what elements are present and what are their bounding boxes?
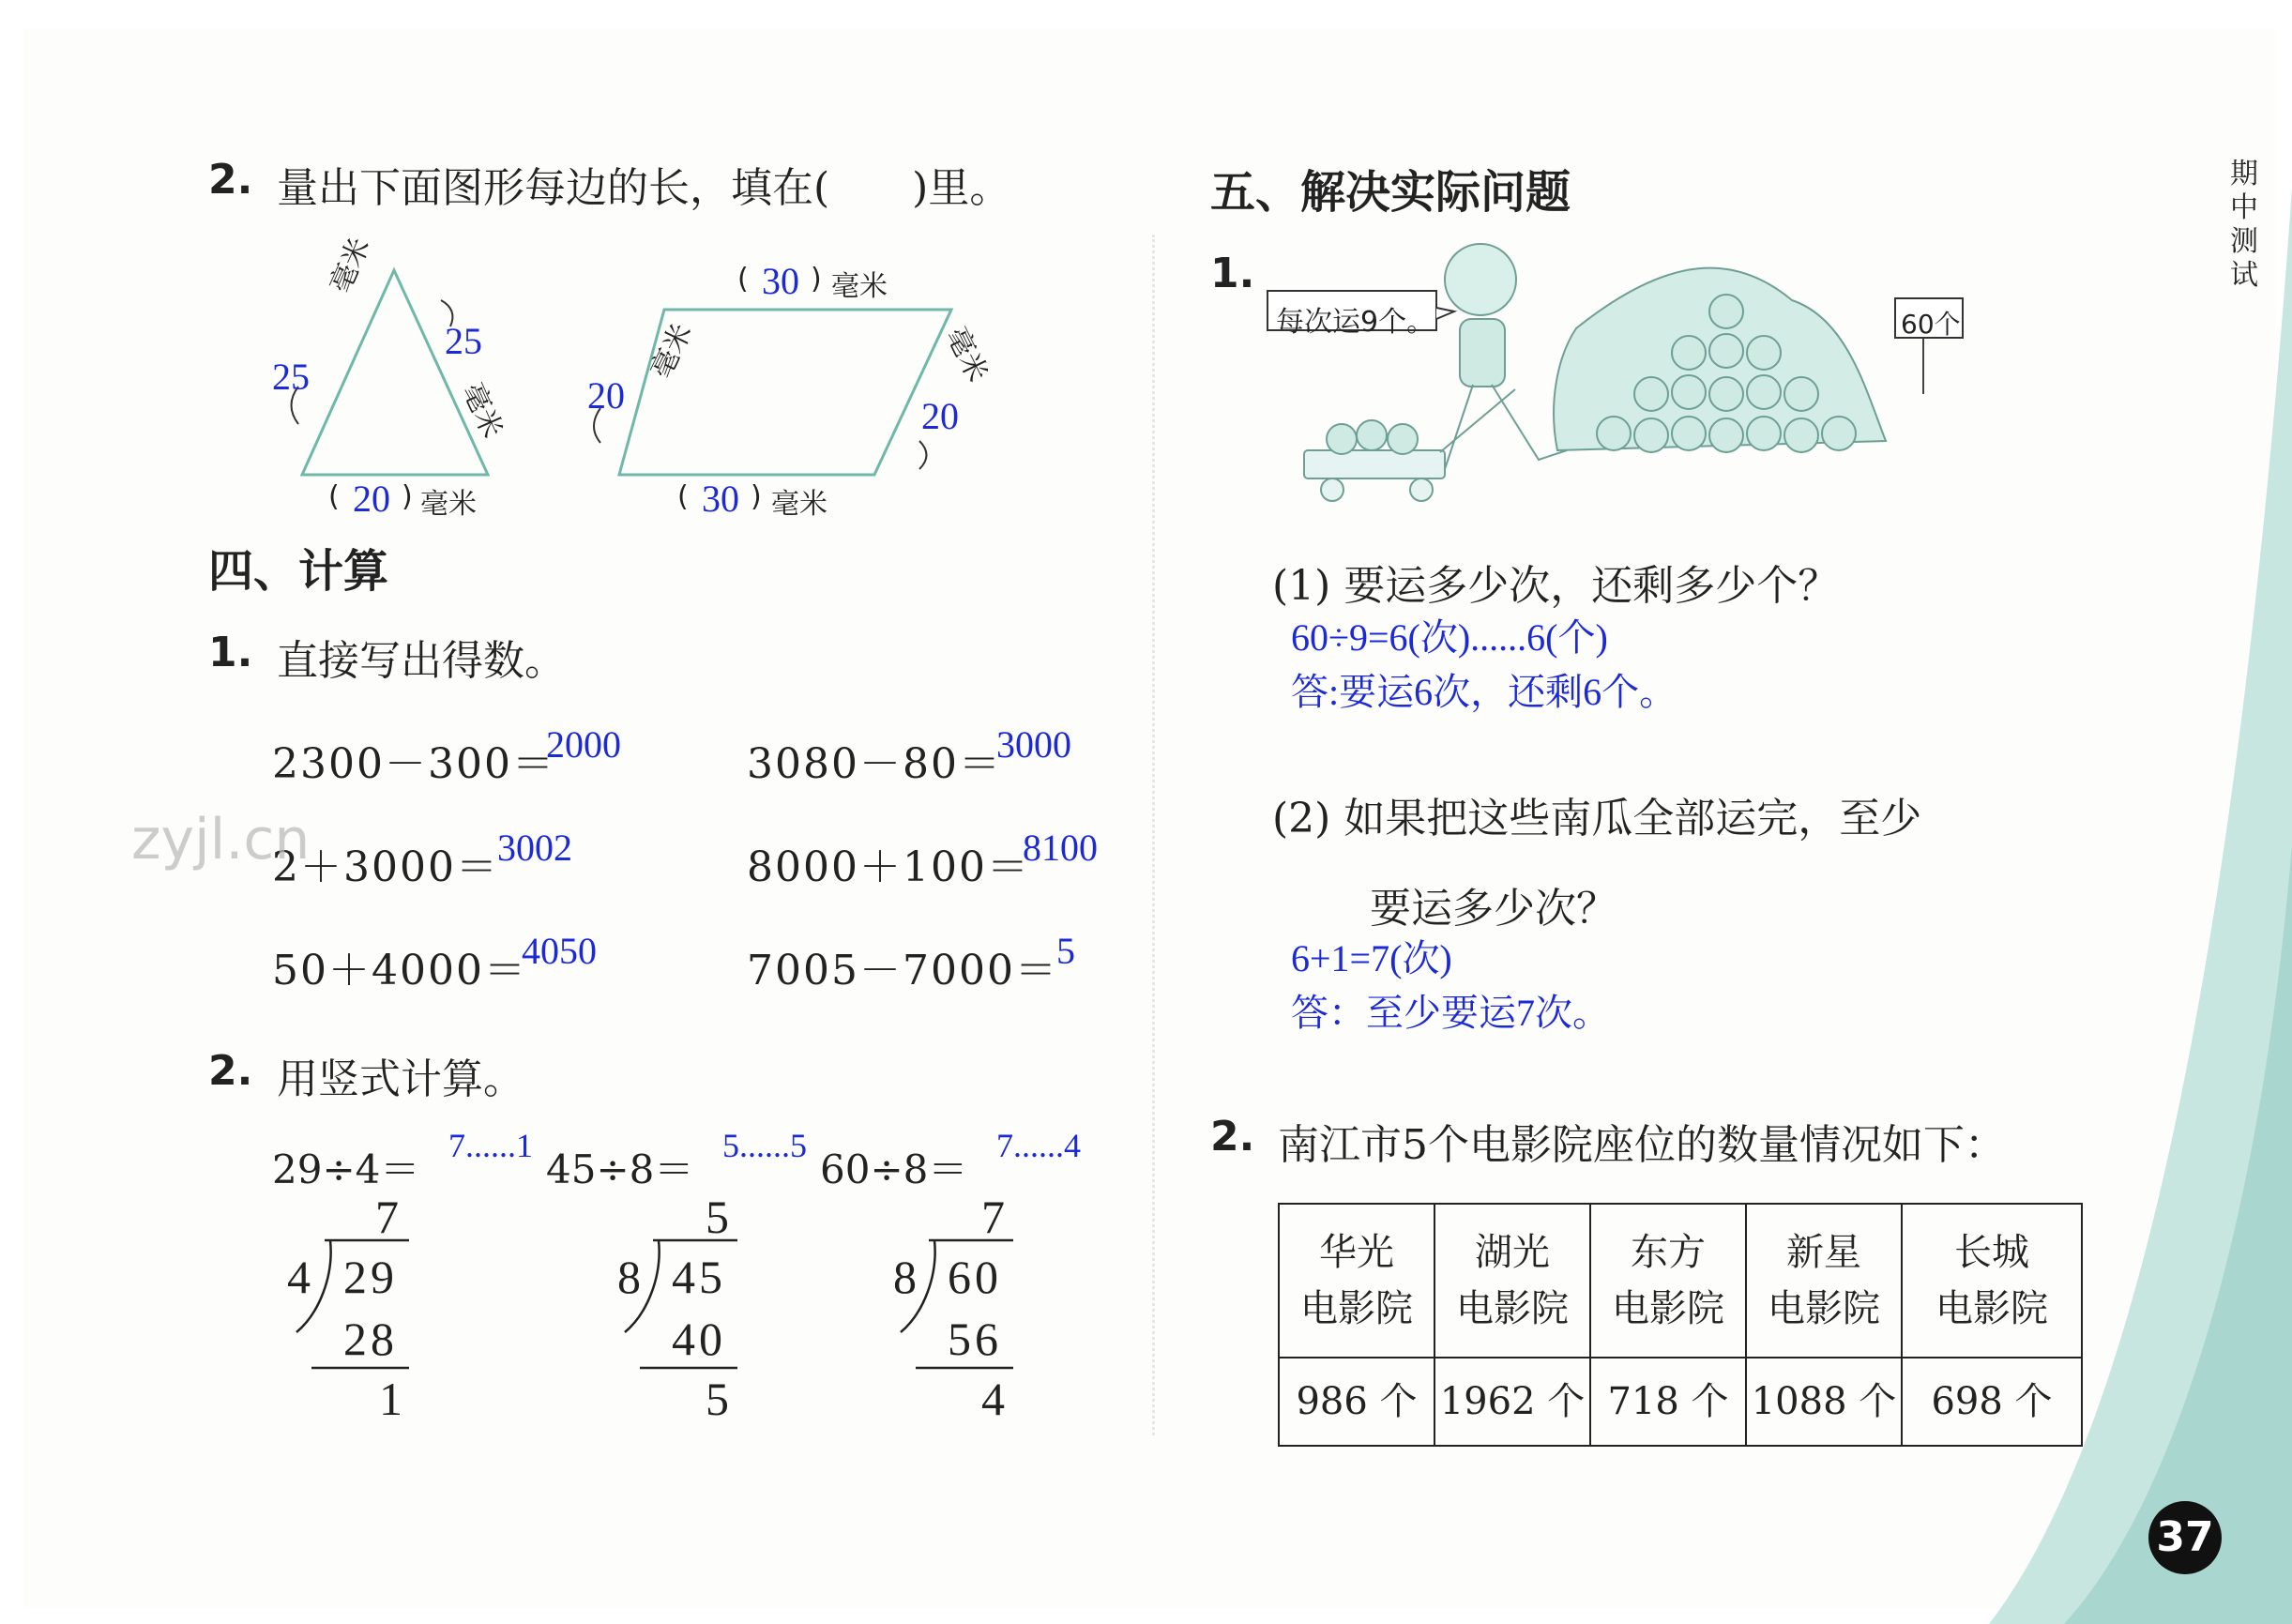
measure-question-number: 2. [208, 156, 253, 204]
cinema-name-cell: 新星 电影院 [1746, 1204, 1902, 1358]
calc-expr: 50＋4000＝ [272, 947, 527, 994]
calc-q2-number: 2. [208, 1047, 253, 1095]
triangle-right-answer: 25 [445, 320, 482, 362]
cinema-seats-cell: 698 个 [1902, 1358, 2082, 1446]
calc-answer: 3002 [497, 827, 572, 869]
para-top-unit: 毫米 [831, 270, 888, 303]
div-answer: 5......5 [722, 1127, 807, 1164]
triangle-bottom-unit: 毫米 [420, 488, 477, 521]
section-4-title: 四、计算 [208, 545, 389, 598]
para-top-answer: 30 [762, 260, 799, 302]
long-div-divisor: 8 [893, 1251, 920, 1303]
long-div-remainder: 1 [379, 1373, 406, 1425]
cinema-name-cell: 长城 电影院 [1902, 1204, 2082, 1358]
div-expr: 45÷8＝ [546, 1146, 694, 1192]
triangle-left-unit: 毫米 [324, 233, 377, 298]
triangle-bottom-open: ( [328, 480, 340, 513]
sub-question-1: (1) 要运多少次，还剩多少个？ [1272, 562, 1840, 610]
cinema-seats-row [1279, 1358, 2082, 1446]
page-number: 37 [2148, 1501, 2222, 1574]
div-expr: 60÷8＝ [820, 1146, 968, 1192]
calc-q1-number: 1. [208, 629, 253, 676]
cinema-seats-cell: 1088 个 [1746, 1358, 1902, 1446]
div-answer: 7......1 [448, 1127, 533, 1164]
calc-q2-title: 用竖式计算。 [277, 1055, 524, 1103]
long-div-product: 40 [672, 1313, 726, 1365]
para-left-answer: 20 [587, 374, 625, 417]
watermark: zyjl.cn [131, 807, 311, 873]
long-div-product: 28 [343, 1313, 398, 1365]
para-top-open: ( [737, 263, 749, 296]
sub-question-2-line2: 要运多少次？ [1370, 885, 1617, 933]
long-division-brackets [0, 0, 1154, 1464]
sign-text: 60个 [1901, 309, 1961, 340]
sub-question-2-answer: 答：至少要运7次。 [1291, 992, 1610, 1034]
calc-answer: 2000 [546, 723, 621, 766]
para-bottom-close: ) [751, 480, 762, 513]
cinema-table [1278, 1203, 2083, 1447]
long-div-dividend: 29 [343, 1251, 398, 1303]
long-div-quotient: 7 [981, 1191, 1009, 1243]
triangle-right-unit: 毫米 [455, 378, 509, 444]
cinema-name-row [1279, 1204, 2082, 1358]
calc-q1-title: 直接写出得数。 [277, 637, 566, 685]
side-tab-label: 期中测试 [2230, 158, 2258, 292]
long-div-remainder: 4 [981, 1373, 1009, 1425]
cinema-name-cell: 东方 电影院 [1590, 1204, 1746, 1358]
section-5-title: 五、解决实际问题 [1210, 166, 1571, 219]
speech-bubble-text: 每次运9个。 [1276, 306, 1435, 339]
sub-question-1-work: 60÷9=6(次)......6(个) [1291, 616, 1608, 659]
calc-expr: 8000＋100＝ [747, 843, 1030, 891]
problem-q1-number: 1. [1210, 250, 1255, 297]
long-div-dividend: 45 [672, 1251, 726, 1303]
calc-answer: 4050 [522, 930, 597, 972]
cinema-seats-cell: 986 个 [1279, 1358, 1434, 1446]
long-div-quotient: 7 [375, 1191, 402, 1243]
cinema-name-cell: 湖光 电影院 [1434, 1204, 1590, 1358]
para-left-unit: 毫米 [645, 318, 699, 384]
calc-answer: 8100 [1023, 827, 1098, 869]
triangle-bottom-answer: 20 [353, 478, 390, 520]
problem-q2-number: 2. [1210, 1113, 1255, 1161]
calc-answer: 5 [1056, 930, 1075, 972]
calc-expr: 7005－7000＝ [747, 947, 1058, 994]
calc-expr: 2300－300＝ [272, 740, 555, 788]
triangle-left-answer: 25 [272, 356, 310, 398]
long-div-divisor: 8 [617, 1251, 645, 1303]
sub-question-2-line1: (2) 如果把这些南瓜全部运完，至少 [1272, 795, 1922, 842]
long-div-divisor: 4 [287, 1251, 314, 1303]
cinema-seats-cell: 718 个 [1590, 1358, 1746, 1446]
para-bottom-open: ( [677, 480, 689, 513]
sub-question-2-work: 6+1=7(次) [1291, 937, 1452, 979]
long-div-dividend: 60 [948, 1251, 1002, 1303]
long-div-product: 56 [948, 1313, 1002, 1365]
calc-answer: 3000 [996, 723, 1071, 766]
para-right-answer: 20 [921, 395, 959, 437]
para-top-close: ) [811, 263, 822, 296]
problem-q2-title: 南江市5个电影院座位的数量情况如下： [1278, 1121, 2006, 1169]
calc-expr: 2＋3000＝ [272, 843, 499, 891]
cinema-seats-cell: 1962 个 [1434, 1358, 1590, 1446]
div-expr: 29÷4＝ [272, 1146, 420, 1192]
para-right-unit: 毫米 [939, 322, 994, 387]
para-bottom-unit: 毫米 [771, 488, 827, 521]
sub-question-1-answer: 答:要运6次，还剩6个。 [1291, 671, 1677, 713]
pumpkin-illustration [1267, 235, 2017, 535]
long-div-remainder: 5 [706, 1373, 733, 1425]
div-answer: 7......4 [996, 1127, 1081, 1164]
para-bottom-answer: 30 [702, 478, 739, 520]
calc-expr: 3080－80＝ [747, 740, 1002, 788]
long-div-quotient: 5 [706, 1191, 733, 1243]
cinema-name-cell: 华光 电影院 [1279, 1204, 1434, 1358]
measure-question-title: 量出下面图形每边的长，填在( )里。 [277, 164, 1011, 212]
triangle-bottom-close: ) [402, 480, 413, 513]
